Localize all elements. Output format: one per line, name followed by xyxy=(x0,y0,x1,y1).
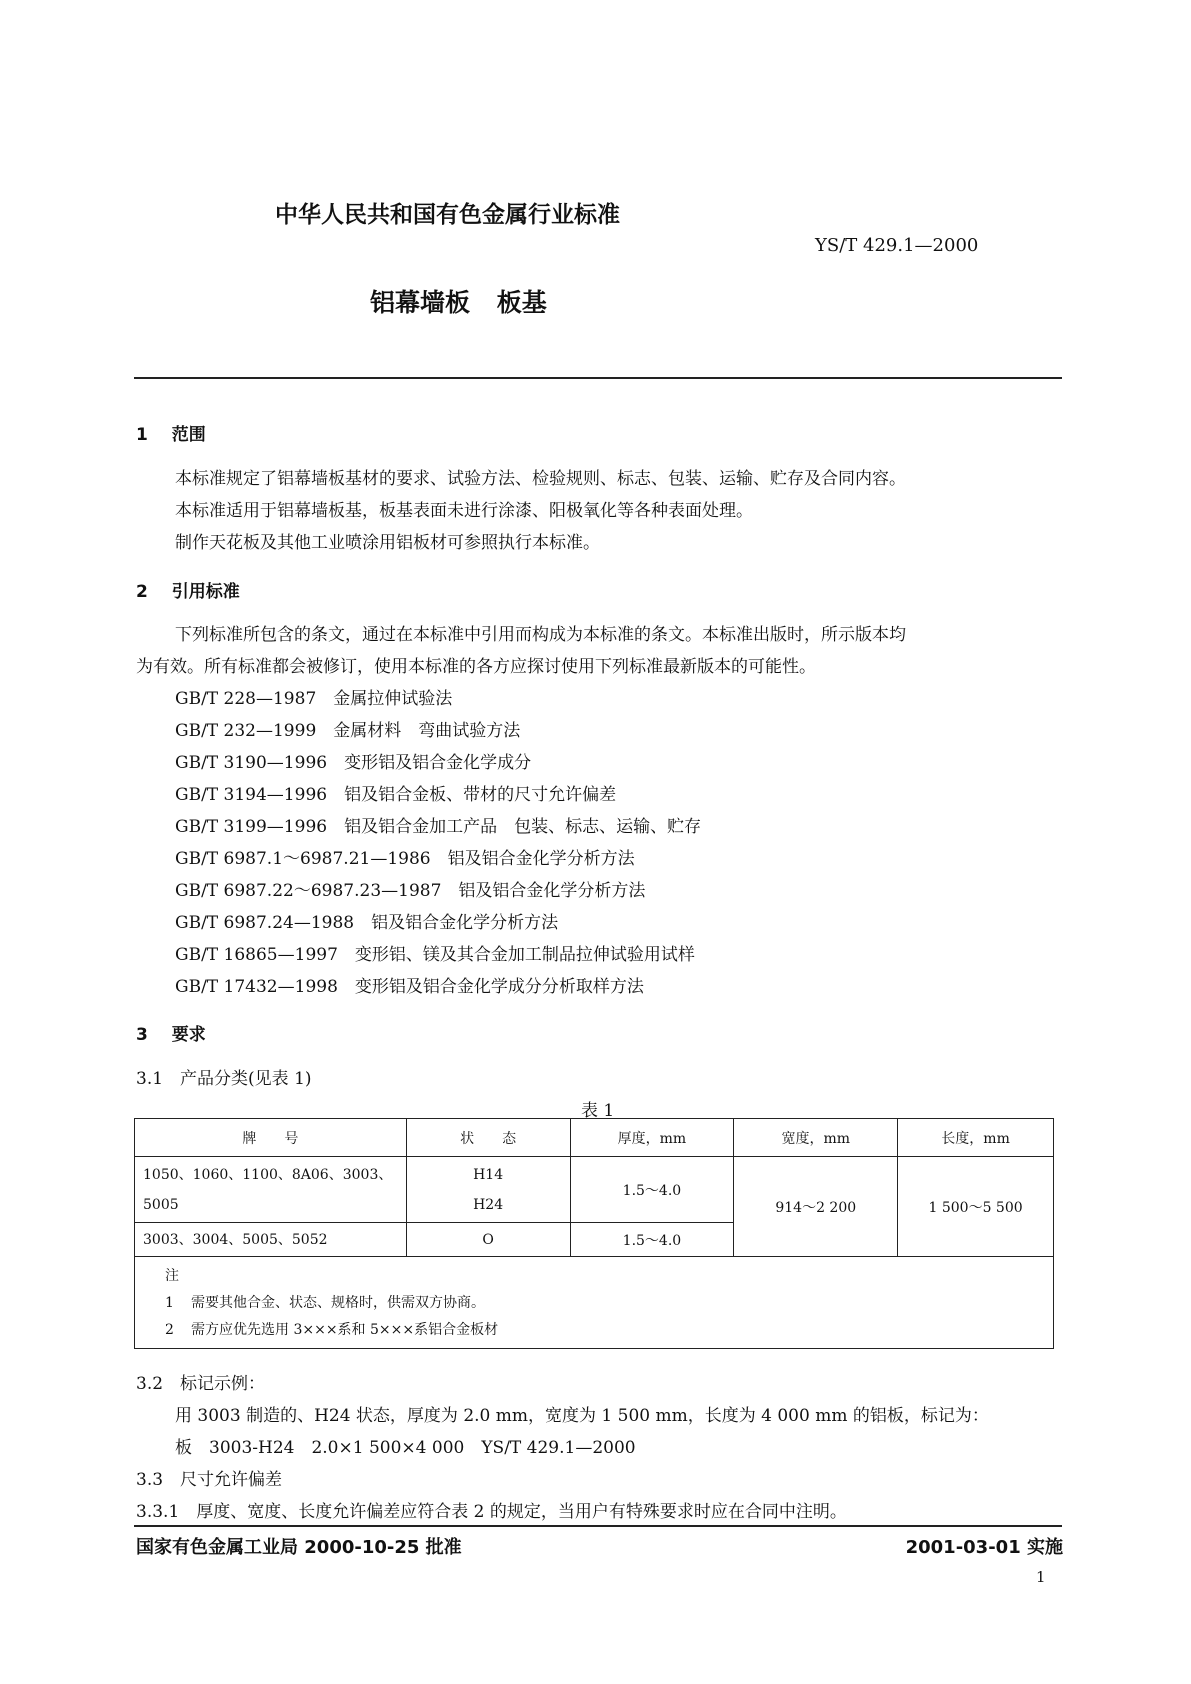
subsection-3-2: 3.2 标记示例： xyxy=(136,1374,266,1394)
subsection-3-3-1: 3.3.1 厚度、宽度、长度允许偏差应符合表 2 的规定，当用户有特殊要求时应在合同中注明。 xyxy=(136,1502,847,1522)
section-3-heading xyxy=(136,1020,206,1045)
temper-cell: O xyxy=(406,1223,570,1257)
product-classification-table xyxy=(134,1118,1054,1349)
section-1-number: 1 xyxy=(136,425,148,445)
footer-divider xyxy=(134,1525,1062,1527)
reference-item xyxy=(175,684,452,709)
reference-code: GB/T 232—1999 xyxy=(175,721,317,741)
grade-line: 5005 xyxy=(143,1196,179,1213)
document-title: 铝幕墙板 板基 xyxy=(370,288,547,317)
reference-code: GB/T 6987.24—1988 xyxy=(175,913,355,933)
header-length: 长度，mm xyxy=(898,1119,1054,1157)
standard-category-title: 中华人民共和国有色金属行业标准 xyxy=(275,202,620,228)
reference-code: GB/T 17432—1998 xyxy=(175,977,338,997)
approval-note: 国家有色金属工业局 2000-10-25 批准 xyxy=(136,1537,462,1558)
reference-name: 变形铝及铝合金化学成分 xyxy=(344,753,532,773)
section-2-intro: 下列标准所包含的条文，通过在本标准中引用而构成为本标准的条文。本标准出版时，所示版本均 xyxy=(175,625,906,645)
width-cell: 914～2 200 xyxy=(734,1157,898,1257)
implementation-date: 2001-03-01 实施 xyxy=(905,1537,1063,1558)
reference-item xyxy=(175,844,635,869)
reference-name: 铝及铝合金板、带材的尺寸允许偏差 xyxy=(344,785,617,805)
grade-cell xyxy=(135,1157,407,1223)
reference-item xyxy=(175,940,695,965)
table-header-row xyxy=(135,1119,1054,1157)
reference-item xyxy=(175,780,616,805)
reference-name: 铝及铝合金化学分析方法 xyxy=(371,913,559,933)
reference-item xyxy=(175,972,644,997)
section-1-paragraph: 本标准规定了铝幕墙板基材的要求、试验方法、检验规则、标志、包装、运输、贮存及合同内容。 xyxy=(175,469,906,489)
reference-code: GB/T 3194—1996 xyxy=(175,785,328,805)
subsection-3-1: 3.1 产品分类(见表 1) xyxy=(136,1069,312,1089)
reference-name: 金属材料 弯曲试验方法 xyxy=(333,721,521,741)
note-item xyxy=(165,1317,1053,1344)
reference-name: 铝及铝合金化学分析方法 xyxy=(447,849,635,869)
header-divider xyxy=(134,377,1062,379)
note-text: 需要其他合金、状态、规格时，供需双方协商。 xyxy=(191,1295,485,1311)
table-row xyxy=(135,1157,1054,1223)
section-2-heading xyxy=(136,577,240,602)
section-2-number: 2 xyxy=(136,582,148,602)
reference-code: GB/T 228—1987 xyxy=(175,689,317,709)
table-notes-row xyxy=(135,1257,1054,1349)
temper-line: H14 xyxy=(473,1166,504,1183)
standard-number: YS/T 429.1—2000 xyxy=(815,235,979,256)
section-1-paragraph: 本标准适用于铝幕墙板基，板基表面未进行涂漆、阳极氧化等各种表面处理。 xyxy=(175,501,753,521)
section-3-title: 要求 xyxy=(171,1025,206,1045)
reference-code: GB/T 3190—1996 xyxy=(175,753,328,773)
reference-code: GB/T 16865—1997 xyxy=(175,945,338,965)
table-caption: 表 1 xyxy=(581,1101,615,1121)
marking-example: 板 3003-H24 2.0×1 500×4 000 YS/T 429.1—2000 xyxy=(175,1438,636,1458)
note-text: 需方应优先选用 3×××系和 5×××系铝合金板材 xyxy=(191,1322,499,1338)
reference-code: GB/T 6987.1～6987.21—1986 xyxy=(175,849,431,869)
table-notes xyxy=(135,1257,1054,1349)
reference-item xyxy=(175,876,645,901)
reference-item xyxy=(175,748,531,773)
section-2-title: 引用标准 xyxy=(171,582,240,602)
header-temper: 状 态 xyxy=(406,1119,570,1157)
temper-cell xyxy=(406,1157,570,1223)
header-width: 宽度，mm xyxy=(734,1119,898,1157)
page-number: 1 xyxy=(1036,1568,1046,1586)
section-1-title: 范围 xyxy=(171,425,206,445)
thickness-cell: 1.5～4.0 xyxy=(570,1157,734,1223)
reference-item xyxy=(175,812,701,837)
marking-example-text: 用 3003 制造的、H24 状态，厚度为 2.0 mm，宽度为 1 500 mm，长度为 4 000 mm 的铝板，标记为： xyxy=(175,1406,989,1426)
reference-code: GB/T 3199—1996 xyxy=(175,817,328,837)
reference-name: 变形铝、镁及其合金加工制品拉伸试验用试样 xyxy=(354,945,695,965)
note-number: 1 xyxy=(165,1295,174,1311)
reference-item xyxy=(175,908,558,933)
section-2-intro: 为有效。所有标准都会被修订，使用本标准的各方应探讨使用下列标准最新版本的可能性。 xyxy=(136,657,816,677)
grade-line: 1050、1060、1100、8A06、3003、 xyxy=(143,1166,393,1183)
section-3-number: 3 xyxy=(136,1025,148,1045)
reference-name: 变形铝及铝合金化学成分分析取样方法 xyxy=(354,977,644,997)
length-cell: 1 500～5 500 xyxy=(898,1157,1054,1257)
section-1-paragraph: 制作天花板及其他工业喷涂用铝板材可参照执行本标准。 xyxy=(175,533,600,553)
reference-code: GB/T 6987.22～6987.23—1987 xyxy=(175,881,442,901)
note-number: 2 xyxy=(165,1322,174,1338)
reference-name: 金属拉伸试验法 xyxy=(333,689,453,709)
note-item xyxy=(165,1290,1053,1317)
reference-name: 铝及铝合金化学分析方法 xyxy=(458,881,646,901)
reference-item xyxy=(175,716,520,741)
reference-name: 铝及铝合金加工产品 包装、标志、运输、贮存 xyxy=(344,817,702,837)
grade-cell: 3003、3004、5005、5052 xyxy=(135,1223,407,1257)
note-label: 注 xyxy=(165,1268,179,1284)
thickness-cell: 1.5～4.0 xyxy=(570,1223,734,1257)
section-1-heading xyxy=(136,420,206,445)
header-grade: 牌 号 xyxy=(135,1119,407,1157)
header-thickness: 厚度，mm xyxy=(570,1119,734,1157)
temper-line: H24 xyxy=(473,1196,504,1213)
subsection-3-3: 3.3 尺寸允许偏差 xyxy=(136,1470,283,1490)
